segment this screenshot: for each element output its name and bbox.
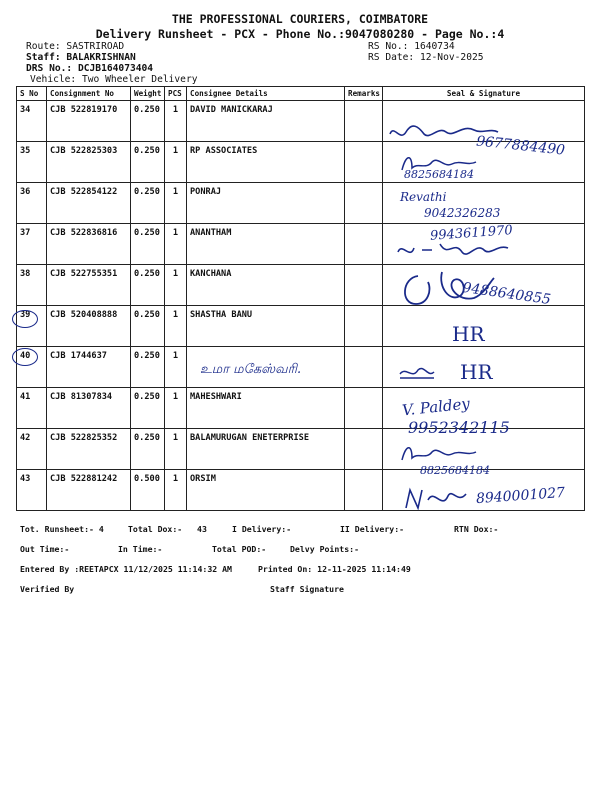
row-pcs: 1 [165, 183, 187, 224]
row-remarks [345, 429, 383, 470]
row-remarks [345, 470, 383, 511]
row-weight: 0.250 [131, 306, 165, 347]
row-remarks [345, 224, 383, 265]
row-consignee: PONRAJ [187, 183, 345, 224]
row-weight: 0.250 [131, 224, 165, 265]
verified-by: Verified By [20, 584, 75, 594]
row-remarks [345, 306, 383, 347]
row-pcs: 1 [165, 142, 187, 183]
handwritten-phone-41: 9952342115 [408, 418, 510, 437]
row-weight: 0.250 [131, 429, 165, 470]
row-sno: 35 [17, 142, 47, 183]
row-sno: 39 [17, 306, 47, 347]
row-pcs: 1 [165, 388, 187, 429]
row-weight: 0.250 [131, 183, 165, 224]
row-remarks [345, 183, 383, 224]
signature-40-scribble [398, 364, 436, 382]
handwritten-name-41: V. Paldey [401, 394, 471, 420]
row-sno: 42 [17, 429, 47, 470]
signature-42-scribble [398, 442, 478, 464]
row-pcs: 1 [165, 347, 187, 388]
staff-label: Staff: BALAKRISHNAN [26, 52, 136, 63]
company-title: THE PROFESSIONAL COURIERS, COIMBATORE [171, 12, 429, 26]
row-40-circle-mark [12, 348, 38, 366]
handwritten-name-40: உமா மகேஸ்வரி. [200, 362, 302, 377]
col-weight: Weight [131, 87, 165, 101]
row-39-circle-mark [12, 310, 38, 328]
in-time: In Time:- [118, 544, 163, 554]
handwritten-phone-43: 8940001027 [475, 484, 566, 508]
row-pcs: 1 [165, 429, 187, 470]
rtn-dox: RTN Dox:- [454, 524, 499, 534]
ii-delivery: II Delivery:- [340, 524, 405, 534]
rs-date: RS Date: 12-Nov-2025 [368, 52, 484, 63]
rs-number: RS No.: 1640734 [368, 41, 455, 52]
total-runsheet: Tot. Runsheet:- 4 [20, 524, 104, 534]
row-sno: 41 [17, 388, 47, 429]
row-pcs: 1 [165, 101, 187, 142]
row-consignee: BALAMURUGAN ENETERPRISE [187, 429, 345, 470]
row-consignment: CJB 520408888 [47, 306, 131, 347]
row-consignment: CJB 522836816 [47, 224, 131, 265]
row-weight: 0.250 [131, 142, 165, 183]
row-remarks [345, 347, 383, 388]
row-consignee: KANCHANA [187, 265, 345, 306]
total-pod: Total POD:- [212, 544, 267, 554]
row-sno: 43 [17, 470, 47, 511]
handwritten-phone-42: 8825684184 [420, 464, 490, 477]
row-consignment: CJB 522854122 [47, 183, 131, 224]
signature-43-scribble [402, 484, 472, 514]
row-consignment: CJB 522881242 [47, 470, 131, 511]
out-time: Out Time:- [20, 544, 70, 554]
handwritten-phone-35: 8825684184 [404, 168, 474, 181]
row-remarks [345, 142, 383, 183]
row-consignment: CJB 522819170 [47, 101, 131, 142]
handwritten-initials-39: HR [452, 322, 485, 346]
row-pcs: 1 [165, 470, 187, 511]
handwritten-phone-38: 9488640855 [461, 279, 552, 309]
row-consignment: CJB 522825352 [47, 429, 131, 470]
row-consignee: DAVID MANICKARAJ [187, 101, 345, 142]
table-row [17, 306, 585, 347]
row-weight: 0.250 [131, 388, 165, 429]
row-remarks [345, 101, 383, 142]
col-signature: Seal & Signature [383, 87, 585, 101]
delvy-points: Delvy Points:- [290, 544, 360, 554]
i-delivery: I Delivery:- [232, 524, 292, 534]
row-pcs: 1 [165, 265, 187, 306]
printed-on: Printed On: 12-11-2025 11:14:49 [258, 564, 411, 574]
staff-signature: Staff Signature [270, 584, 344, 594]
row-sno: 34 [17, 101, 47, 142]
row-weight: 0.250 [131, 265, 165, 306]
row-consignee: ORSIM [187, 470, 345, 511]
row-sno: 36 [17, 183, 47, 224]
row-consignment: CJB 81307834 [47, 388, 131, 429]
row-consignee: MAHESHWARI [187, 388, 345, 429]
handwritten-phone-34: 9677884490 [475, 133, 566, 159]
row-sno: 38 [17, 265, 47, 306]
route-label: Route: SASTRIROAD [26, 41, 125, 52]
col-pcs: PCS [165, 87, 187, 101]
row-weight: 0.500 [131, 470, 165, 511]
row-consignment: CJB 522755351 [47, 265, 131, 306]
entered-by: Entered By :REETAPCX 11/12/2025 11:14:32 AM [20, 564, 232, 574]
row-remarks [345, 388, 383, 429]
col-consignee: Consignee Details [187, 87, 345, 101]
row-sno: 40 [17, 347, 47, 388]
row-weight: 0.250 [131, 347, 165, 388]
handwritten-initials-40: HR [460, 360, 493, 384]
signature-37-scribble [392, 238, 512, 264]
total-dox: Total Dox:- 43 [128, 524, 207, 534]
table-header-row [17, 87, 585, 101]
row-consignment: CJB 1744637 [47, 347, 131, 388]
row-consignee: RP ASSOCIATES [187, 142, 345, 183]
col-sno: S No [17, 87, 47, 101]
row-consignment: CJB 522825303 [47, 142, 131, 183]
row-weight: 0.250 [131, 101, 165, 142]
handwritten-name-36: Revathi [400, 190, 447, 204]
row-pcs: 1 [165, 224, 187, 265]
row-pcs: 1 [165, 306, 187, 347]
drs-number: DRS No.: DCJB164073404 [26, 63, 154, 74]
row-remarks [345, 265, 383, 306]
runsheet-title: Delivery Runsheet - PCX - Phone No.:9047080280 - Page No.:4 [95, 27, 505, 41]
col-remarks: Remarks [345, 87, 383, 101]
vehicle-label: Vehicle: Two Wheeler Delivery [30, 74, 198, 85]
handwritten-phone-37: 9943611970 [429, 223, 514, 244]
row-consignee: ANANTHAM [187, 224, 345, 265]
col-consignment: Consignment No [47, 87, 131, 101]
handwritten-phone-36: 9042326283 [424, 206, 501, 220]
row-consignee: SHASTHA BANU [187, 306, 345, 347]
row-sno: 37 [17, 224, 47, 265]
